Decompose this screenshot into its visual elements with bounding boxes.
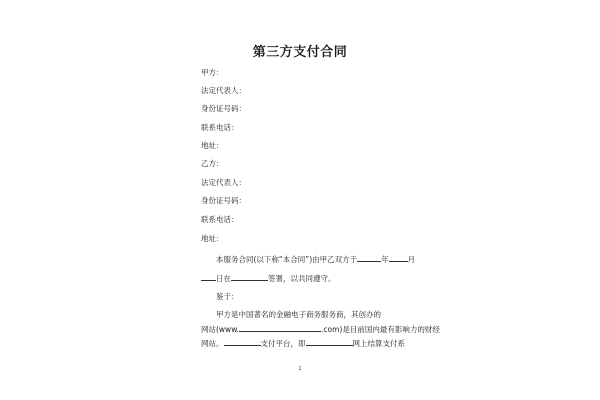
day-blank (201, 273, 216, 281)
document-title: 第三方支付合同 (252, 45, 348, 60)
signing-text: 签署，以共同遵守。 (268, 274, 336, 283)
party-a-phone-label: 联系电话： (201, 123, 239, 132)
party-a-id-number-label: 身份证号码： (201, 104, 246, 113)
website-suffix: .com)是目前国内最有影响力的财经 (321, 325, 440, 334)
year-label: 年 (381, 255, 389, 264)
year-blank (357, 254, 381, 262)
party-b-legal-rep-label: 法定代表人： (201, 178, 246, 187)
paragraph-2-line-1: 甲方是中国著名的金融电子商务服务商，其创办的 (216, 310, 381, 319)
paragraph-1-line-2 (201, 273, 336, 283)
paragraph-2-line-3 (201, 338, 405, 348)
platform-text: 支付平台，即 (260, 339, 306, 348)
whereas-heading: 鉴于： (216, 292, 239, 301)
website-prefix: 网站(www. (201, 325, 240, 334)
party-b-label: 乙方： (201, 159, 224, 168)
day-label: 日在 (216, 274, 231, 283)
party-a-legal-rep-label: 法定代表人： (201, 86, 246, 95)
system-blank (306, 338, 353, 346)
paragraph-1-line-1 (216, 254, 415, 264)
paragraph-2-line-2 (201, 324, 440, 334)
party-b-phone-label: 联系电话： (201, 215, 239, 224)
platform-blank (224, 338, 261, 346)
month-blank (389, 254, 408, 262)
system-text: 网上结算支付系 (352, 339, 405, 348)
party-b-address-label: 地址： (201, 234, 224, 243)
page-number: 1 (298, 366, 302, 372)
party-a-label: 甲方： (201, 68, 224, 77)
party-b-id-number-label: 身份证号码： (201, 196, 246, 205)
place-blank (231, 273, 268, 281)
p1-intro-text: 本服务合同(以下称“本合同”)由甲乙双方于 (216, 255, 358, 264)
website-blank (239, 324, 321, 332)
website-end-text: 网站。 (201, 339, 224, 348)
party-a-address-label: 地址： (201, 141, 224, 150)
month-label: 月 (407, 255, 416, 264)
